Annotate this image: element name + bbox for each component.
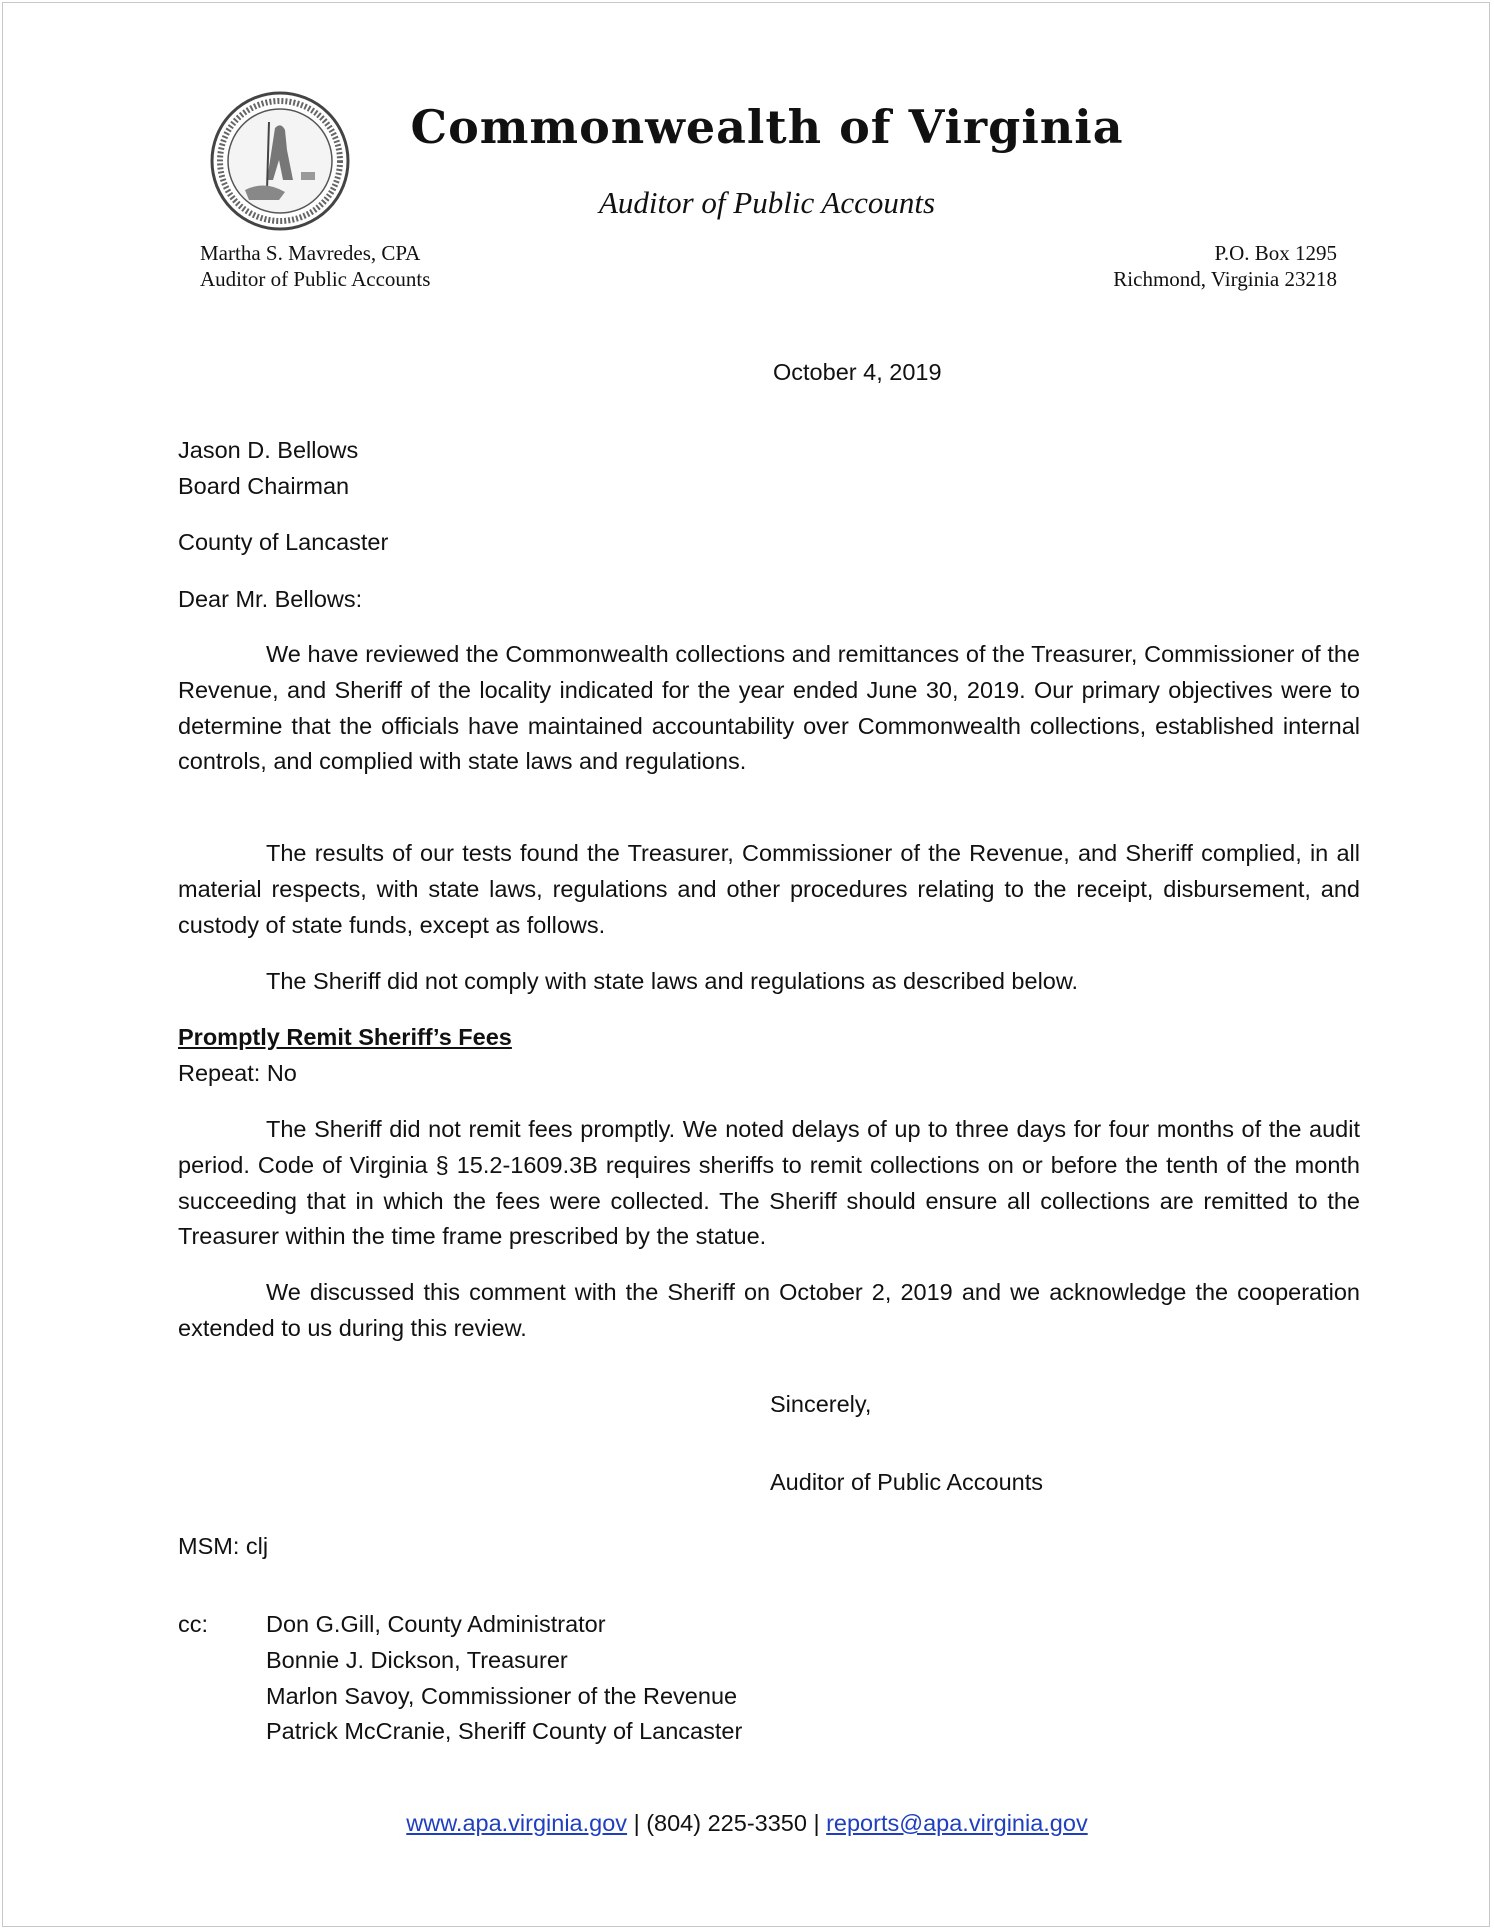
initials: MSM: clj: [178, 1533, 269, 1559]
letterhead-subtitle: Auditor of Public Accounts: [598, 185, 936, 220]
cc-item: Don G.Gill, County Administrator: [266, 1611, 606, 1637]
salutation: Dear Mr. Bellows:: [178, 586, 363, 612]
mailing-address: [1113, 240, 1337, 292]
auditor-name-block: [200, 240, 430, 292]
po-box: P.O. Box 1295: [1214, 241, 1337, 265]
auditor-title: Auditor of Public Accounts: [200, 267, 431, 291]
recipient-county: County of Lancaster: [178, 529, 389, 555]
cc-list: [266, 1607, 742, 1750]
footer: [0, 1806, 1494, 1842]
body-paragraph: The Sheriff did not comply with state laws and regulations as described below.: [266, 968, 1079, 994]
cc-item: Bonnie J. Dickson, Treasurer: [266, 1646, 568, 1673]
cc-item: Patrick McCranie, Sheriff County of Lancaster: [266, 1718, 743, 1745]
city-state-zip: Richmond, Virginia 23218: [1113, 267, 1337, 291]
recipient-block: [178, 433, 358, 505]
cc-label: cc:: [178, 1611, 209, 1637]
cc-item: Marlon Savoy, Commissioner of the Revenue: [266, 1682, 738, 1709]
finding-paragraph: The Sheriff did not remit fees promptly. We noted delays of up to three days for four months of the audit period. Code of Virginia § 15.2-1609.3B requires sheriffs to remit collections on or before the tenth of the month succeeding that in which the fees were collected. The Sheriff should ensure all collections are remitted to the Treasurer within the time frame prescribed by the statue.: [178, 1116, 1360, 1250]
recipient-title: Board Chairman: [178, 472, 350, 499]
phone-number: (804) 225-3350: [646, 1810, 807, 1836]
finding-repeat: Repeat: No: [178, 1060, 297, 1086]
letterhead-title: Commonwealth of Virginia: [410, 100, 1124, 154]
finding-paragraph: We discussed this comment with the Sheriff on October 2, 2019 and we acknowledge the cooperation extended to us during this review.: [178, 1279, 1360, 1341]
footer-separator: |: [627, 1810, 647, 1836]
closing: Sincerely,: [770, 1391, 872, 1417]
website-link[interactable]: www.apa.virginia.gov: [406, 1810, 628, 1836]
body-paragraph: The results of our tests found the Treasurer, Commissioner of the Revenue, and Sheriff complied, in all material respects, with state laws, regulations and other procedures relating to the receipt, disbursement, and custody of state funds, except as follows.: [178, 840, 1360, 938]
letter-date: October 4, 2019: [773, 359, 942, 385]
finding-heading: Promptly Remit Sheriff’s Fees: [178, 1024, 512, 1050]
auditor-name: Martha S. Mavredes, CPA: [200, 241, 421, 265]
body-paragraph: We have reviewed the Commonwealth collections and remittances of the Treasurer, Commissioner of the Revenue, and Sheriff of the locality indicated for the year ended June 30, 2019. Our primary objectives were to determine that the officials have maintained accountability over Commonwealth collections, established internal controls, and complied with state laws and regulations.: [178, 641, 1360, 775]
recipient-name: Jason D. Bellows: [178, 437, 359, 463]
email-link[interactable]: reports@apa.virginia.gov: [826, 1810, 1088, 1836]
footer-separator: |: [806, 1810, 827, 1836]
signature: Auditor of Public Accounts: [770, 1469, 1044, 1495]
